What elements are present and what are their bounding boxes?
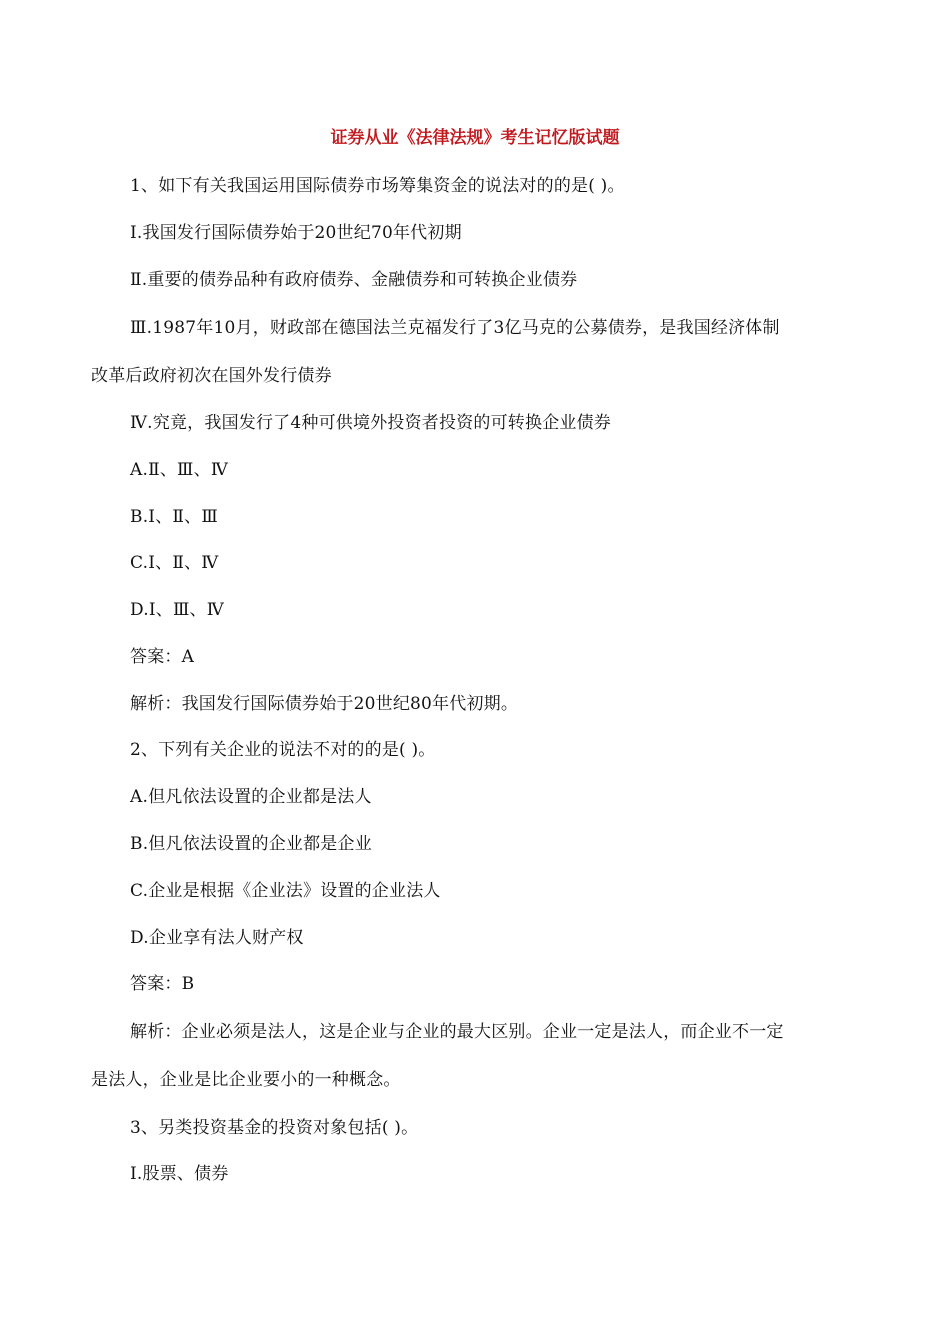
statement-3-i: Ⅰ.股票、债券 [130,1164,229,1184]
explanation-1: 解析：我国发行国际债券始于20世纪80年代初期。 [130,694,519,714]
option-1-a: A.Ⅱ、Ⅲ、Ⅳ [130,460,229,480]
question-2-stem: 2、下列有关企业的说法不对的的是( )。 [130,740,436,760]
answer-2: 答案：B [130,974,195,994]
option-2-b: B.但凡依法设置的企业都是企业 [130,834,372,854]
explanation-2: 解析：企业必须是法人，这是企业与企业的最大区别。企业一定是法人，而企业不一定 [130,1022,784,1042]
statement-1-iv: Ⅳ.究竟，我国发行了4种可供境外投资者投资的可转换企业债券 [130,413,612,433]
question-1-stem: 1、如下有关我国运用国际债券市场筹集资金的说法对的的是( )。 [130,176,625,196]
option-2-a: A.但凡依法设置的企业都是法人 [130,787,372,807]
question-3-stem: 3、另类投资基金的投资对象包括( )。 [130,1118,419,1138]
answer-1: 答案：A [130,647,195,667]
option-1-d: D.Ⅰ、Ⅲ、Ⅳ [130,600,224,620]
option-2-c: C.企业是根据《企业法》设置的企业法人 [130,881,441,901]
option-2-d: D.企业享有法人财产权 [130,928,304,948]
statement-1-iii-continued: 改革后政府初次在国外发行债券 [91,366,332,386]
statement-1-i: Ⅰ.我国发行国际债券始于20世纪70年代初期 [130,223,462,243]
statement-1-ii: Ⅱ.重要的债券品种有政府债券、金融债券和可转换企业债券 [130,270,578,290]
document-title: 证券从业《法律法规》考生记忆版试题 [330,128,620,148]
option-1-b: B.Ⅰ、Ⅱ、Ⅲ [130,507,218,527]
option-1-c: C.Ⅰ、Ⅱ、Ⅳ [130,553,219,573]
explanation-2-continued: 是法人，企业是比企业要小的一种概念。 [91,1070,401,1090]
statement-1-iii: Ⅲ.1987年10月，财政部在德国法兰克福发行了3亿马克的公募债券，是我国经济体制 [130,318,780,338]
